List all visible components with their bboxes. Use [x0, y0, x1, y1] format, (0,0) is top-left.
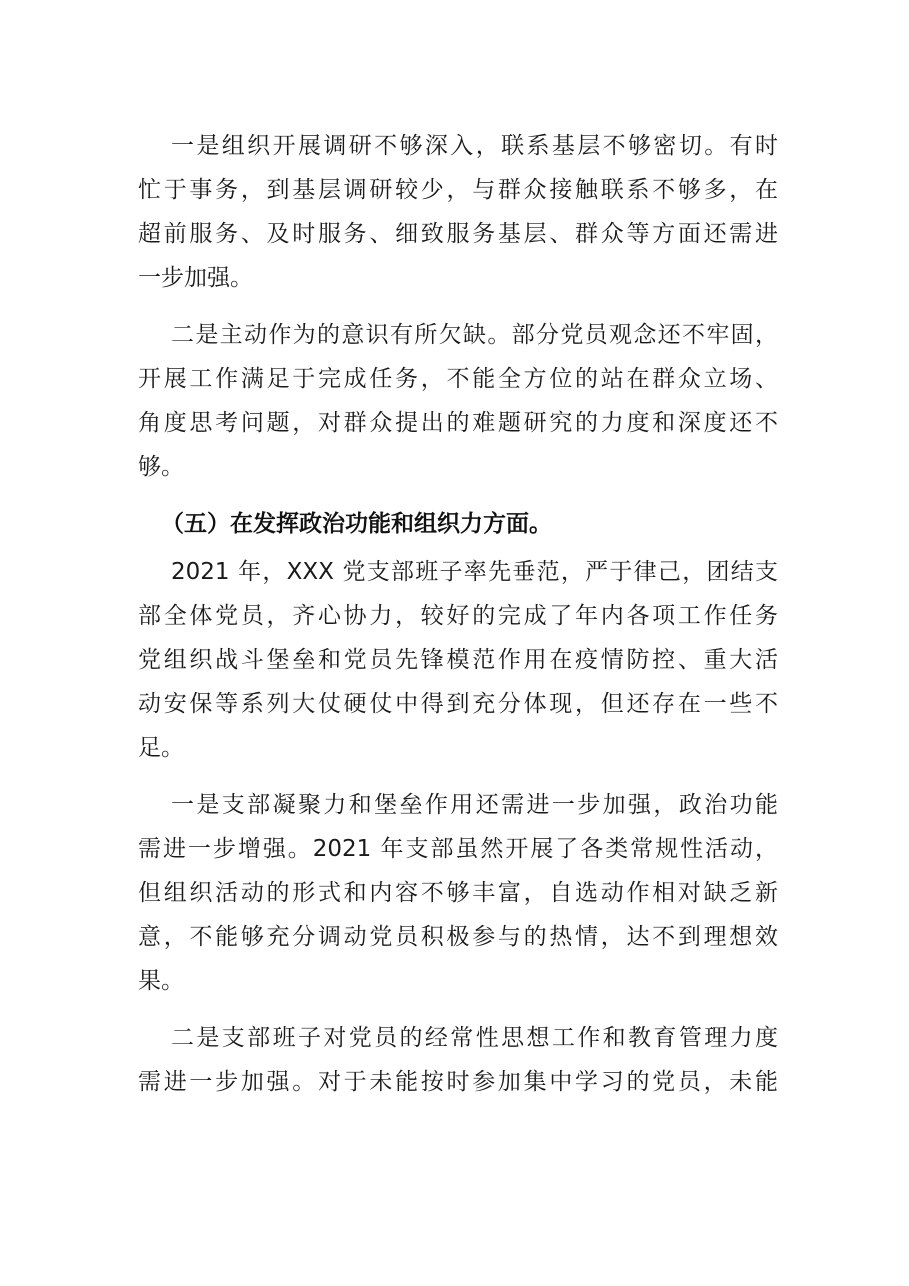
- section-heading: （五）在发挥政治功能和组织力方面。: [161, 511, 552, 537]
- text-line: 意，不能够充分调动党员积极参与的热情，达不到理想效: [138, 924, 778, 950]
- text-line: 但组织活动的形式和内容不够丰富，自选动作相对缺乏新: [138, 880, 778, 906]
- text-line: 足。: [138, 735, 184, 761]
- text-line: 部全体党员，齐心协力，较好的完成了年内各项工作任务: [138, 603, 778, 629]
- text-line: 二是主动作为的意识有所欠缺。部分党员观念还不牢固，: [171, 322, 778, 348]
- text-line: 党组织战斗堡垒和党员先锋模范作用在疫情防控、重大活: [138, 647, 778, 673]
- text-line: 果。: [138, 968, 184, 994]
- text-line: 2021 年，XXX 党支部班子率先垂范，严于律己，团结支: [171, 559, 778, 585]
- text-line: 需进一步增强。2021 年支部虽然开展了各类常规性活动，: [138, 836, 778, 862]
- text-line: 动安保等系列大仗硬仗中得到充分体现，但还存在一些不: [138, 691, 778, 717]
- text-line: 一步加强。: [138, 265, 253, 291]
- text-line: 角度思考问题，对群众提出的难题研究的力度和深度还不: [138, 410, 778, 436]
- text-line: 一是组织开展调研不够深入，联系基层不够密切。有时: [171, 133, 778, 159]
- text-line: 够。: [138, 454, 184, 480]
- text-line: 需进一步加强。对于未能按时参加集中学习的党员，未能: [138, 1069, 778, 1095]
- text-line: 忙于事务，到基层调研较少，与群众接触联系不够多，在: [138, 177, 778, 203]
- text-line: 一是支部凝聚力和堡垒作用还需进一步加强，政治功能: [171, 792, 778, 818]
- text-line: 二是支部班子对党员的经常性思想工作和教育管理力度: [171, 1025, 778, 1051]
- text-line: 开展工作满足于完成任务，不能全方位的站在群众立场、: [138, 366, 778, 392]
- text-line: 超前服务、及时服务、细致服务基层、群众等方面还需进: [138, 221, 778, 247]
